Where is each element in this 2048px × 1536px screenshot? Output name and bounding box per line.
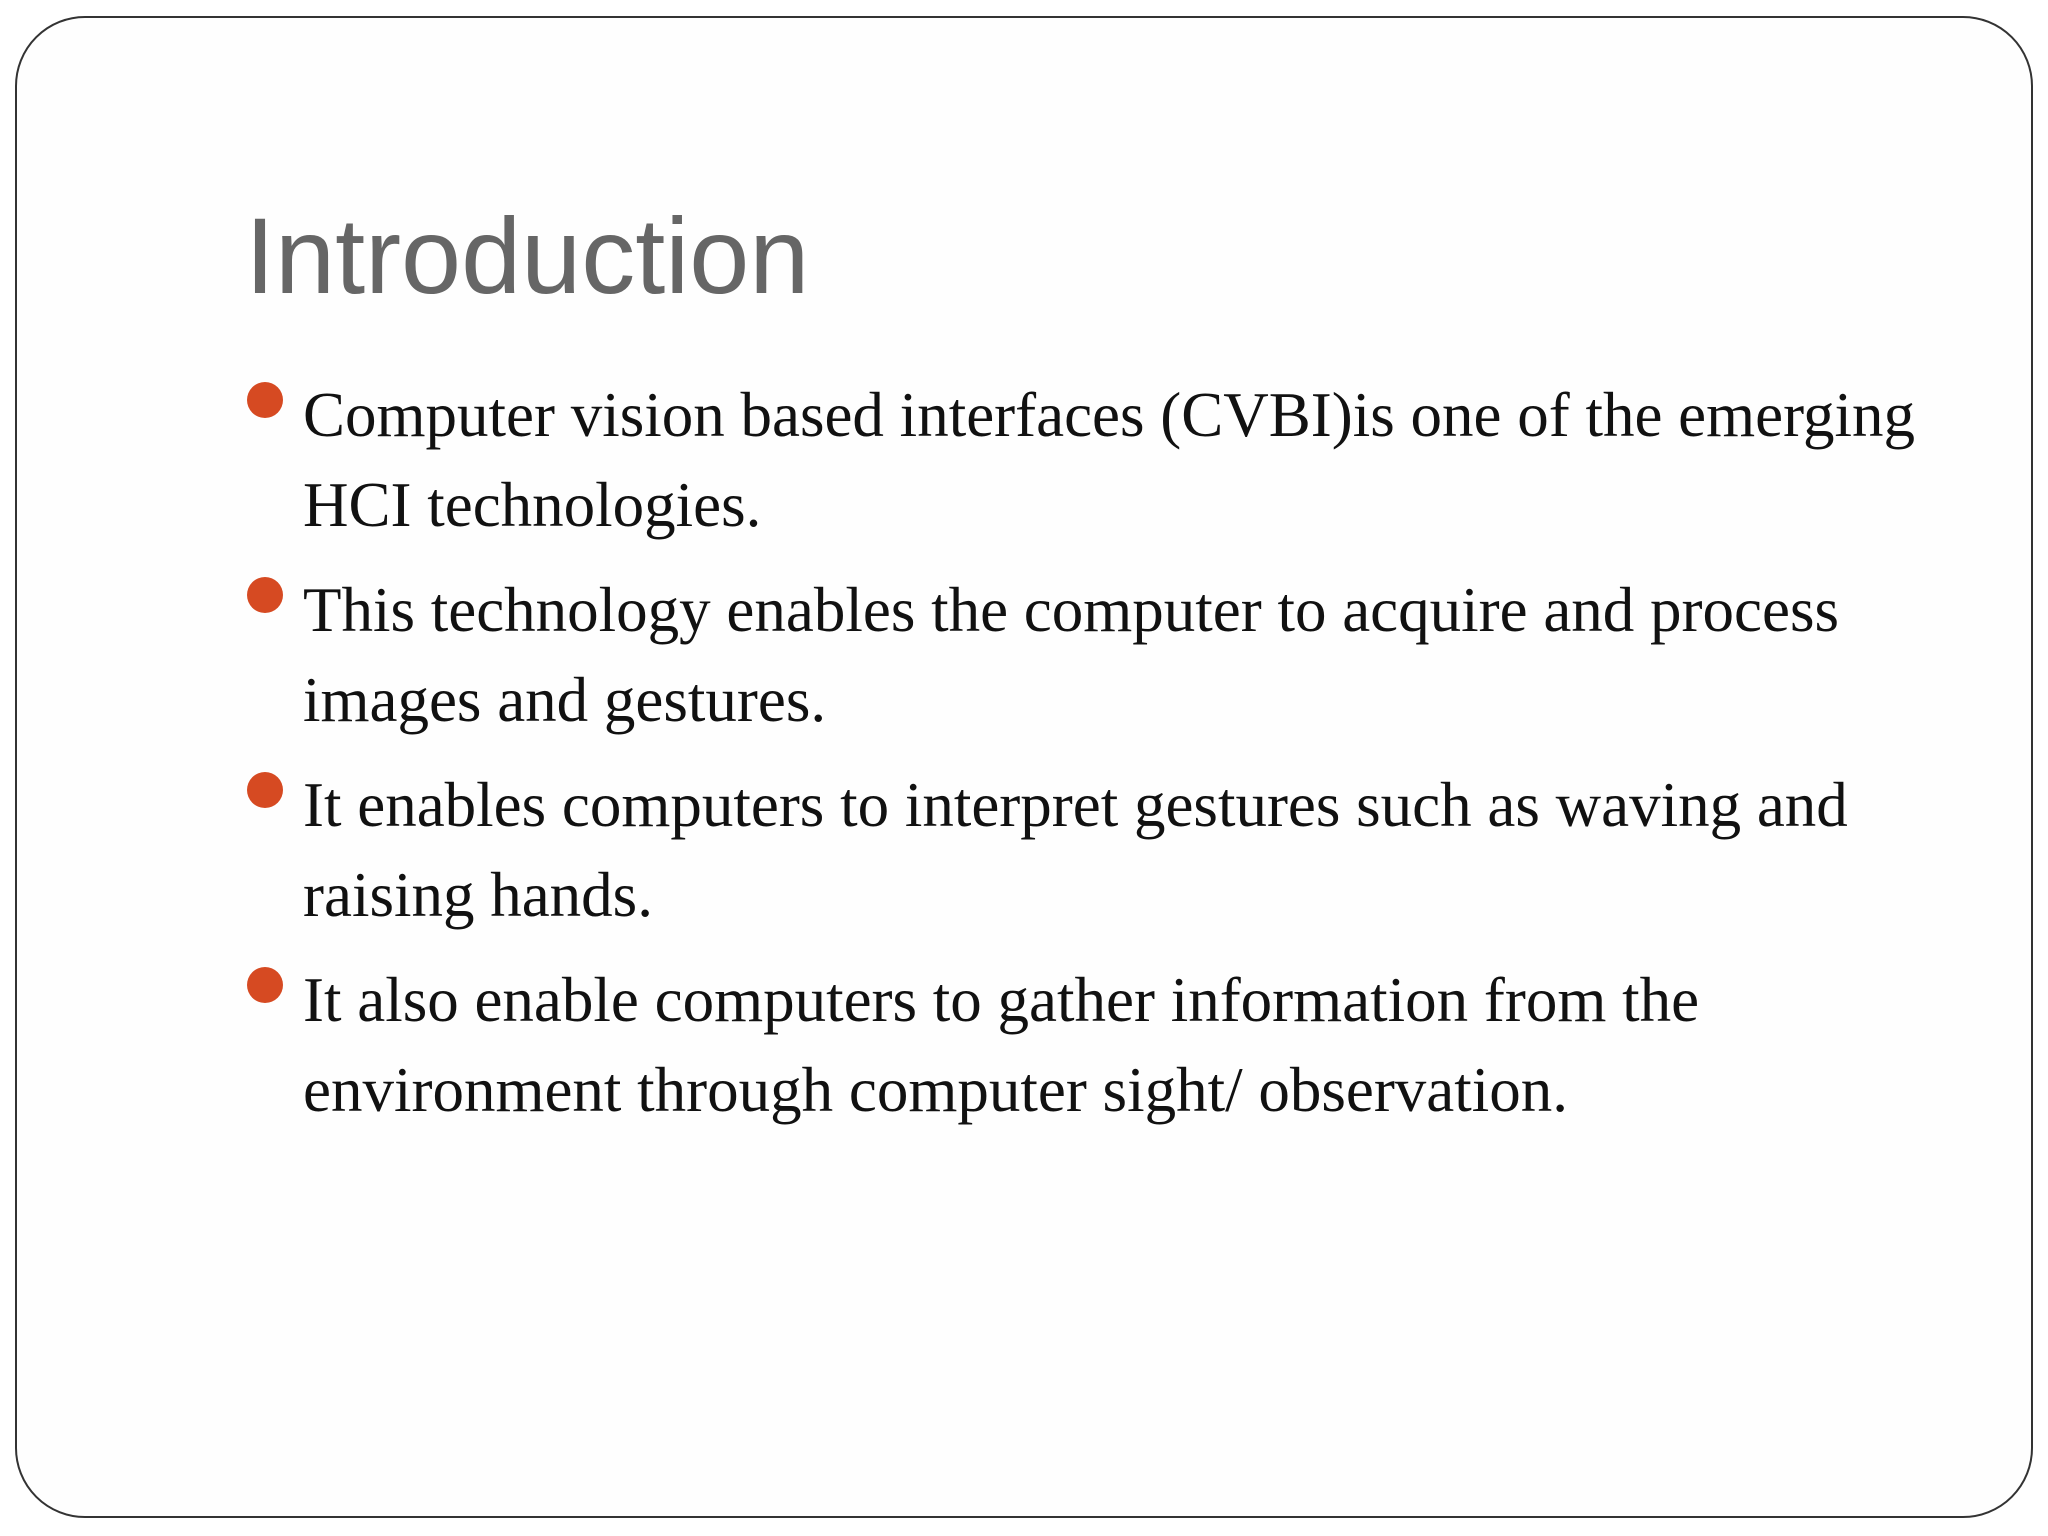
bullet-item xyxy=(243,565,1963,745)
bullet-dot-icon xyxy=(247,772,283,808)
bullet-dot-icon xyxy=(247,967,283,1003)
bullet-list xyxy=(243,370,1963,1150)
bullet-item xyxy=(243,370,1963,550)
slide-frame xyxy=(15,16,2033,1518)
bullet-text: Computer vision based interfaces (CVBI)is one of the emerging HCI technologies. xyxy=(303,380,1915,540)
bullet-dot-icon xyxy=(247,577,283,613)
bullet-text: It also enable computers to gather information from the environment through computer sight/ observation. xyxy=(303,965,1700,1125)
bullet-dot-icon xyxy=(247,382,283,418)
bullet-item xyxy=(243,955,1963,1135)
bullet-text: It enables computers to interpret gestures such as waving and raising hands. xyxy=(303,770,1848,930)
slide-title: Introduction xyxy=(245,195,810,316)
bullet-text: This technology enables the computer to acquire and process images and gestures. xyxy=(303,575,1839,735)
bullet-item xyxy=(243,760,1963,940)
